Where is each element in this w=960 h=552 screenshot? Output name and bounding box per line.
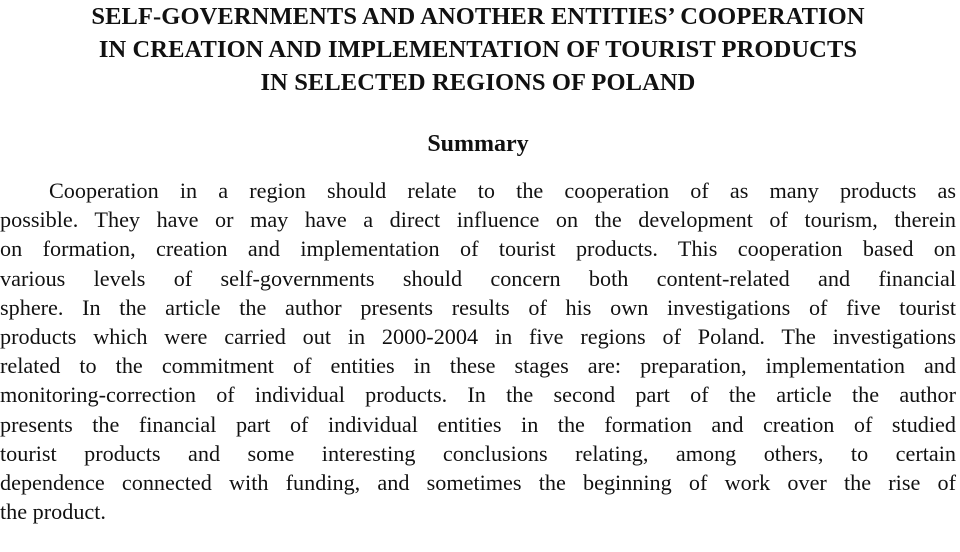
abstract-line-12: the product.	[0, 499, 106, 525]
title-line-3: IN SELECTED REGIONS OF POLAND	[260, 69, 696, 96]
title-line-1: SELF-GOVERNMENTS AND ANOTHER ENTITIES’ COOPERATION	[91, 3, 865, 30]
paper-title	[0, 0, 956, 99]
abstract-line-9: presents the financial part of individual entities in the formation and creation of studied	[0, 411, 956, 437]
title-line-2: IN CREATION AND IMPLEMENTATION OF TOURIST PRODUCTS	[98, 36, 858, 63]
abstract-line-4: various levels of self-governments should concern both content-related and financial	[0, 265, 956, 291]
abstract-line-11: dependence connected with funding, and sometimes the beginning of work over the rise of	[0, 470, 956, 496]
abstract-line-7: related to the commitment of entities in these stages are: preparation, implementation and	[0, 353, 956, 379]
abstract-line-1: Cooperation in a region should relate to the cooperation of as many products as	[49, 178, 956, 203]
abstract-line-6: products which were carried out in 2000-2004 in five regions of Poland. The investigations	[0, 324, 956, 350]
abstract-line-8: monitoring-correction of individual products. In the second part of the article the author	[0, 382, 956, 408]
abstract-line-2: possible. They have or may have a direct influence on the development of tourism, therein	[0, 207, 956, 233]
summary-heading: Summary	[427, 131, 529, 157]
abstract-line-3: on formation, creation and implementation of tourist products. This cooperation based on	[0, 236, 956, 262]
summary-abstract	[0, 159, 956, 526]
abstract-line-10: tourist products and some interesting conclusions relating, among others, to certain	[0, 440, 956, 466]
abstract-line-5: sphere. In the article the author presents results of his own investigations of five tourist	[0, 294, 956, 320]
